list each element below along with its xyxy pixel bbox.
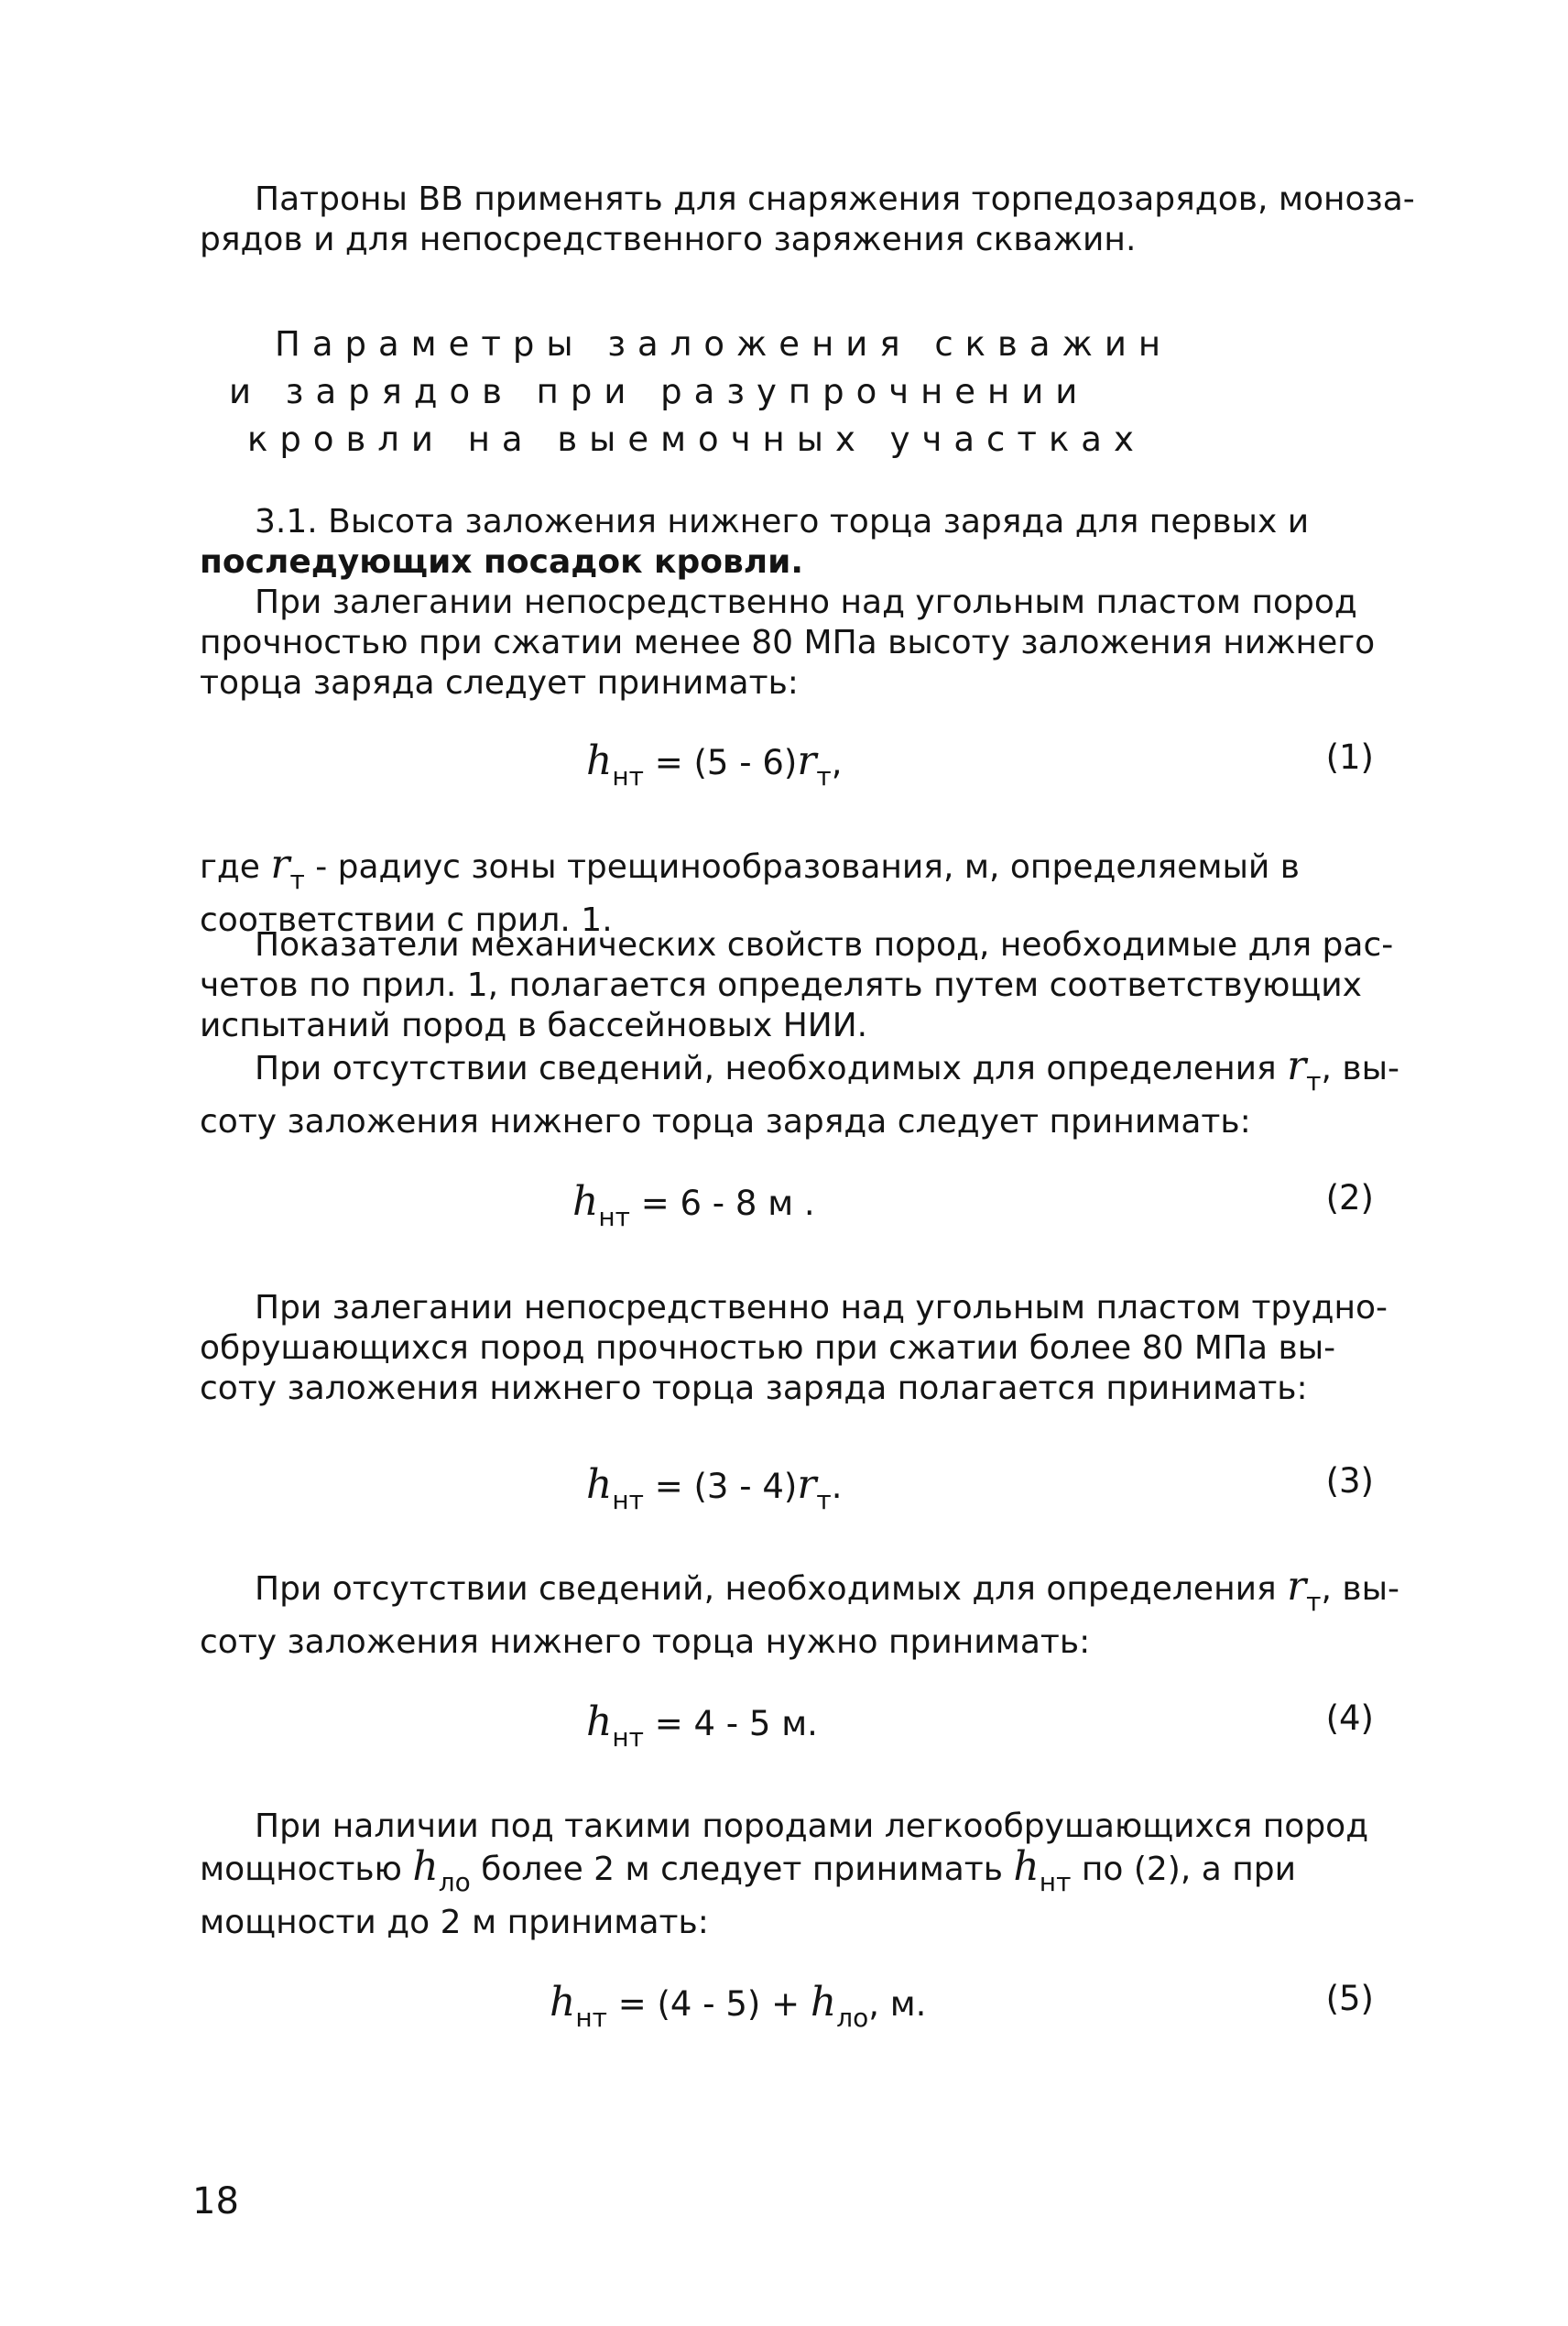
- text-line: При залегании непосредственно над угольным пластом пород: [255, 584, 1357, 621]
- text-line: 3.1. Высота заложения нижнего торца заряда для первых и: [255, 503, 1310, 541]
- equation-number: (1): [1325, 737, 1374, 777]
- paragraph-mechanical-properties: [200, 925, 1394, 1046]
- text-line: мощностью $h_{ло}$ более 2 м следует принимать $h_{нт}$ по (2), а при: [200, 1843, 1297, 1897]
- paragraph-easy-rocks: [200, 1807, 1390, 1943]
- formula-expression: $h_{нт} = (3 - 4)r_т$.: [586, 1461, 843, 1515]
- text-line: соту заложения нижнего торца заряда следует принимать:: [200, 1103, 1251, 1141]
- text-line: При наличии под такими породами легкообрушающихся пород: [255, 1807, 1369, 1845]
- equation-number: (4): [1325, 1698, 1374, 1738]
- formula-1: [0, 737, 1568, 792]
- formula-2: [0, 1178, 1568, 1233]
- text-line: где $r_т$ - радиус зоны трещинообразования, м, определяемый в: [200, 841, 1300, 895]
- text-line: соответствии с прил. 1.: [200, 901, 613, 939]
- paragraph-absence-2: [200, 1563, 1399, 1663]
- formula-expression: $h_{нт} = 6 - 8$ м .: [572, 1178, 815, 1232]
- equation-number: (5): [1325, 1979, 1374, 2018]
- text-line: прочностью при сжатии менее 80 МПа высоту заложения нижнего: [200, 624, 1376, 661]
- intro-paragraph: [200, 180, 1415, 260]
- equation-number: (3): [1325, 1461, 1374, 1501]
- section-heading: [229, 321, 1374, 464]
- text-line: четов по прил. 1, полагается определять путем соответствующих: [200, 966, 1362, 1004]
- paragraph-absence-1: [200, 1043, 1399, 1142]
- formula-3: [0, 1461, 1568, 1516]
- text-line: торца заряда следует принимать:: [200, 664, 799, 702]
- clause-3-1: [200, 502, 1390, 583]
- text-line: обрушающихся пород прочностью при сжатии более 80 МПа вы-: [200, 1329, 1336, 1367]
- paragraph-hard-rocks: [200, 1288, 1390, 1409]
- formula-expression: $h_{нт} = (5 - 6)r_т$,: [586, 737, 843, 792]
- heading-line: кровли на выемочных участках: [247, 420, 1146, 459]
- paragraph-strength-below-80: [200, 583, 1390, 704]
- text-line: Показатели механических свойств пород, необходимые для рас-: [255, 926, 1394, 964]
- text-line: последующих посадок кровли.: [200, 543, 804, 581]
- text-line: соту заложения нижнего торца заряда полагается принимать:: [200, 1370, 1308, 1407]
- heading-line: Параметры заложения скважин: [275, 324, 1173, 364]
- page-number: 18: [192, 2180, 239, 2222]
- text-line: соту заложения нижнего торца нужно принимать:: [200, 1623, 1091, 1661]
- text-line: При отсутствии сведений, необходимых для определения $r_т$, вы-: [255, 1563, 1399, 1617]
- text-line: При отсутствии сведений, необходимых для определения $r_т$, вы-: [255, 1043, 1399, 1097]
- text-line: мощности до 2 м принимать:: [200, 1904, 709, 1941]
- formula-5: [0, 1979, 1568, 2034]
- equation-number: (2): [1325, 1178, 1374, 1218]
- formula-4: [0, 1698, 1568, 1753]
- text-line: Патроны ВВ применять для снаряжения торпедозарядов, моноза-: [255, 180, 1415, 218]
- text-line: При залегании непосредственно над угольным пластом трудно-: [255, 1289, 1388, 1327]
- formula-expression: $h_{нт} = (4 - 5) + h_{ло}$, м.: [550, 1979, 927, 2033]
- text-line: рядов и для непосредственного заряжения скважин.: [200, 221, 1137, 258]
- heading-line: и зарядов при разупрочнении: [229, 372, 1090, 411]
- text-line: испытаний пород в бассейновых НИИ.: [200, 1007, 868, 1044]
- formula-expression: $h_{нт} = 4 - 5$ м.: [586, 1698, 818, 1753]
